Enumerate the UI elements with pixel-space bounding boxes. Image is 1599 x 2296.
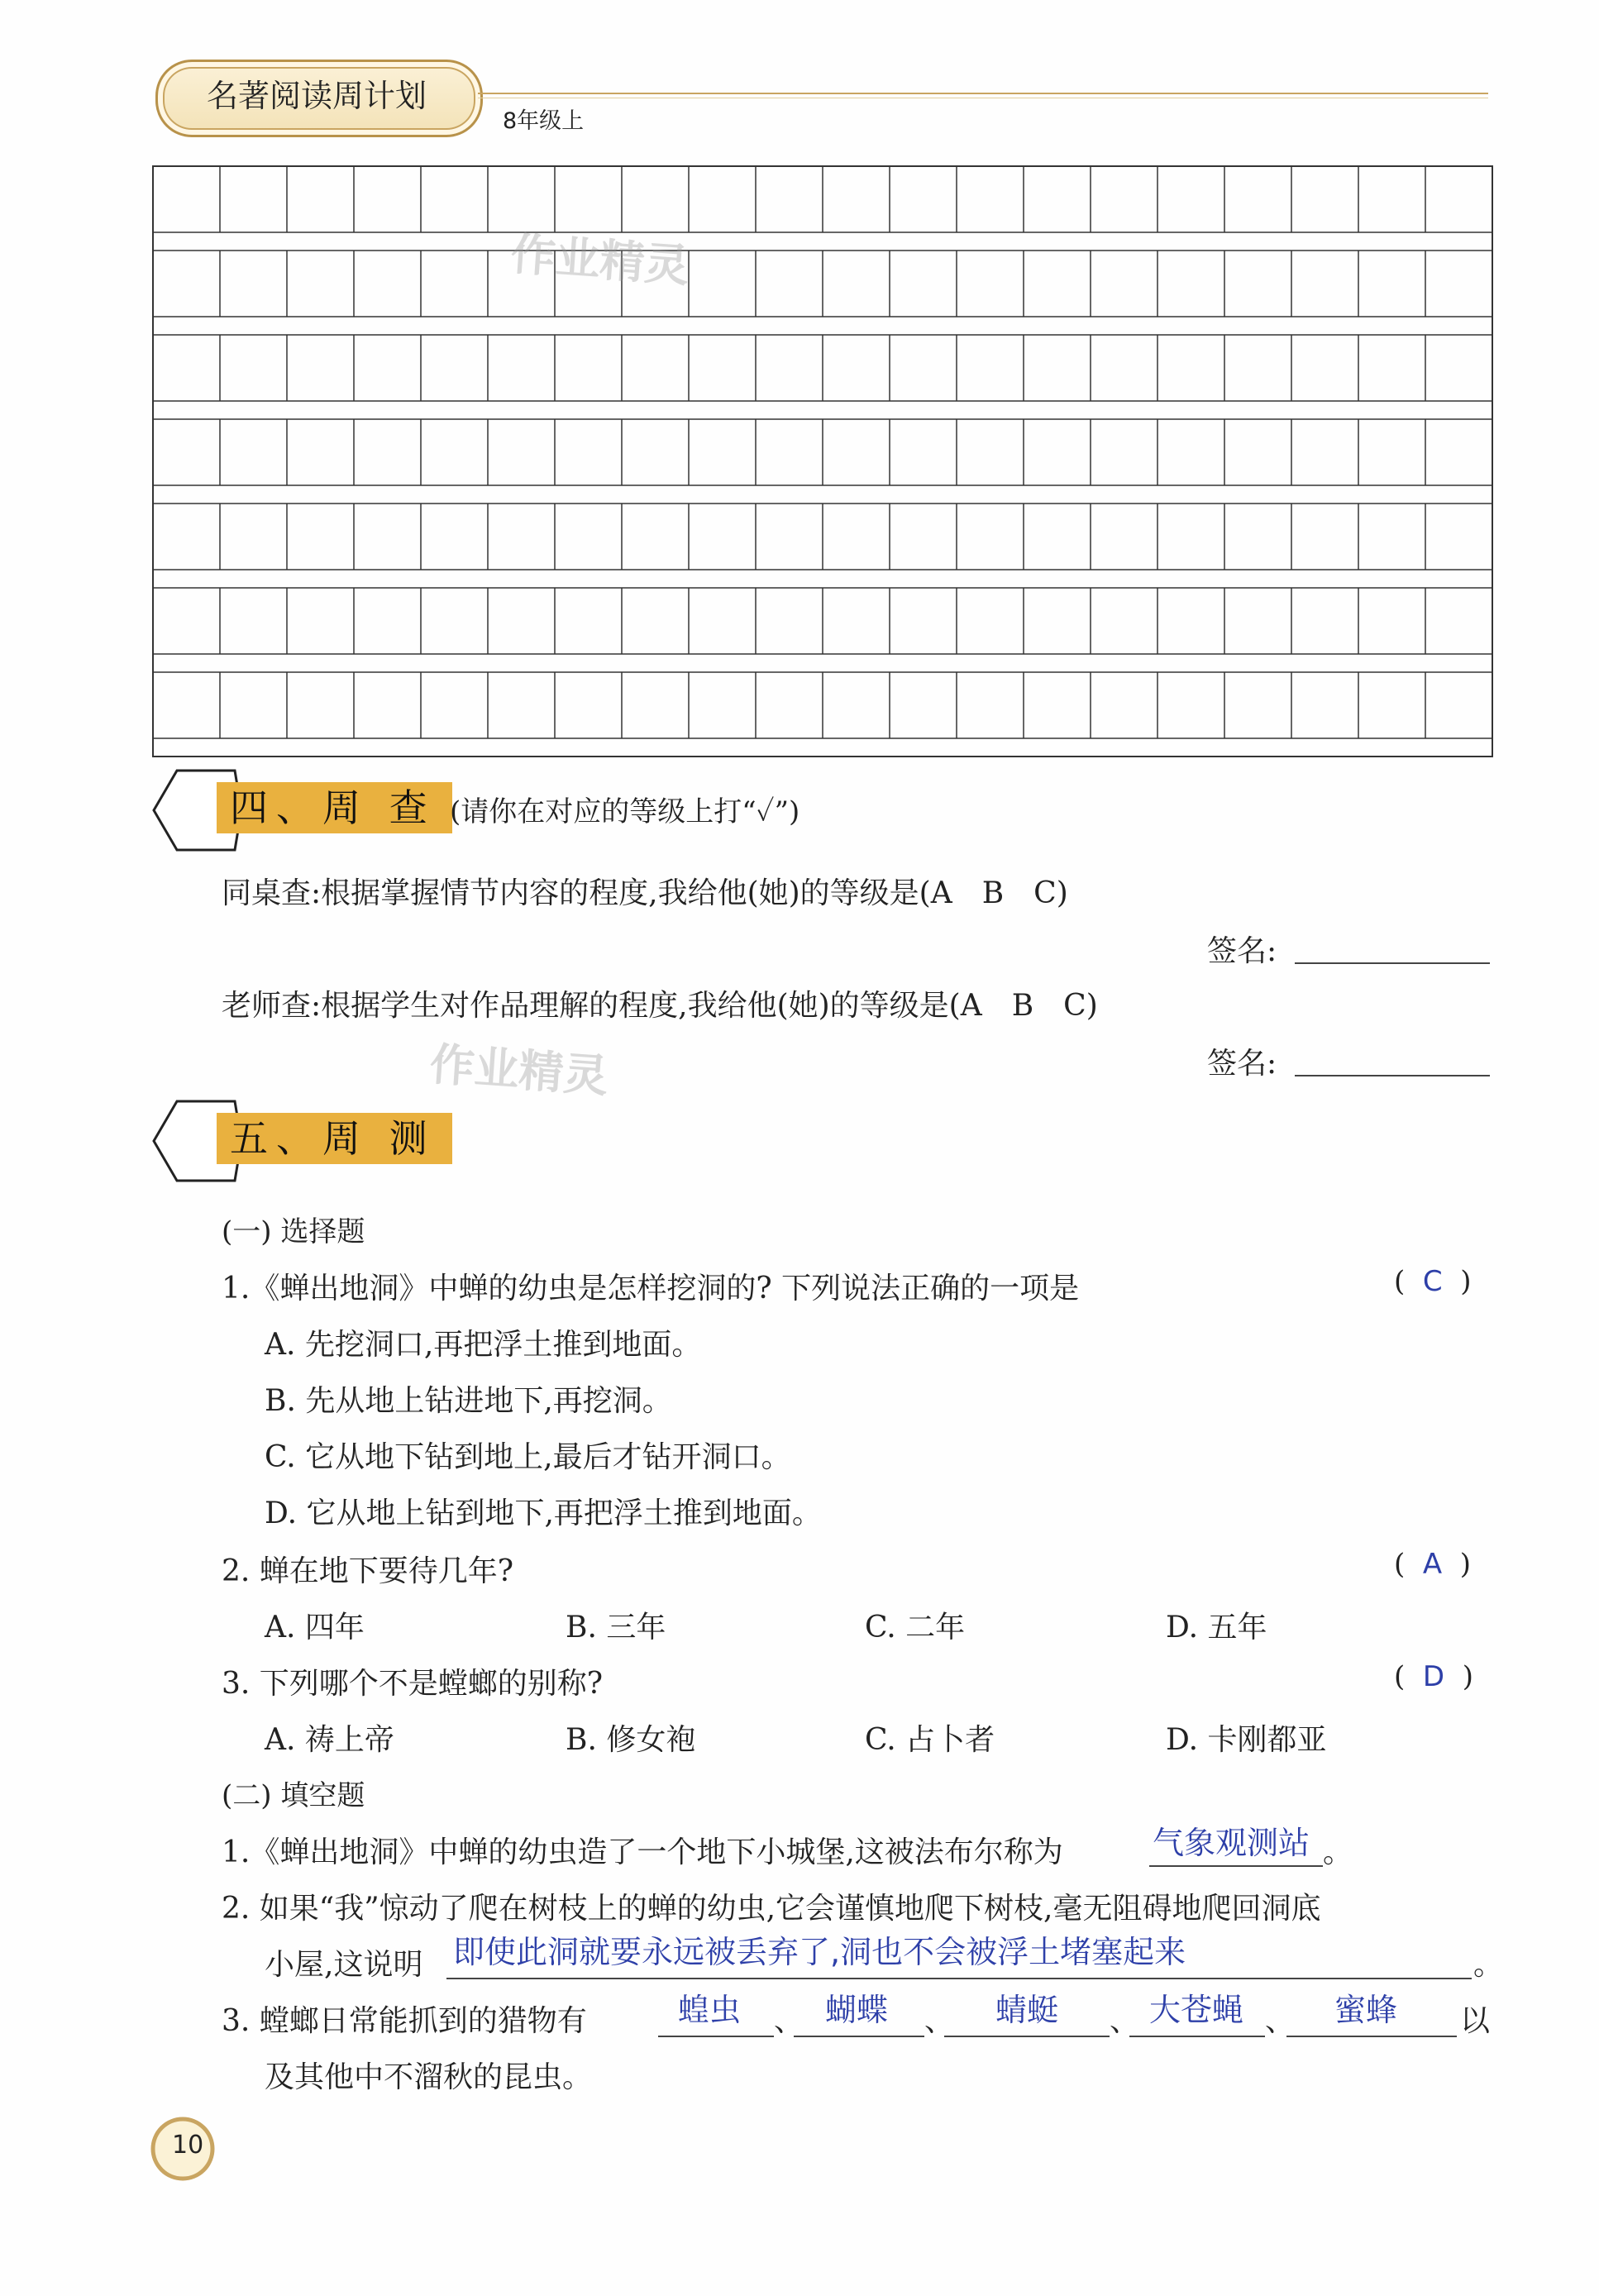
fill-3: 3. 螳螂日常能抓到的猎物有 (222, 2004, 587, 2038)
page-number: 10 (172, 2131, 204, 2160)
answer-2: A (1422, 1548, 1443, 1581)
question-2: 2. 蝉在地下要待几年? (222, 1554, 514, 1588)
section-note: (请你在对应的等级上打“✓”) (450, 795, 800, 828)
separator: 、 (1110, 2004, 1140, 2038)
fill-2-answer[interactable]: 即使此洞就要永远被丢弃了,洞也不会被浮土堵塞起来 (453, 1934, 1186, 1970)
signature-label: 签名: (1207, 934, 1277, 968)
desk-mate-check: 同桌查:根据掌握情节内容的程度,我给他(她)的等级是(A B C) (222, 876, 1068, 910)
watermark: 作业精灵 (508, 227, 691, 293)
answer-3: D (1422, 1660, 1445, 1693)
separator: 、 (924, 2004, 955, 2038)
q2-option-b: B. 三年 (566, 1611, 666, 1644)
question-3: 3. 下列哪个不是螳螂的别称? (222, 1667, 604, 1701)
fill-1: 1.《蝉出地洞》中蝉的幼虫造了一个地下小城堡,这被法布尔称为 (222, 1835, 1063, 1869)
section-title: 五、周 测 (217, 1113, 452, 1164)
fill-3-blank-1[interactable] (658, 2036, 774, 2037)
fill-3-answer-1[interactable]: 蝗虫 (678, 1992, 742, 2028)
q2-option-c: C. 二年 (865, 1611, 966, 1644)
fill-3-tail: 以 (1460, 2004, 1491, 2038)
teacher-check: 老师查:根据学生对作品理解的程度,我给他(她)的等级是(A B C) (222, 989, 1098, 1023)
fill-3-answer-2[interactable]: 蝴蝶 (825, 1992, 889, 2028)
fill-3-blank-2[interactable] (794, 2036, 924, 2037)
part-title-fill: (二) 填空题 (222, 1779, 365, 1812)
grade-label: 8年级上 (503, 108, 585, 134)
fill-3-answer-4[interactable]: 大苍蝇 (1149, 1992, 1244, 2028)
watermark: 作业精灵 (427, 1038, 610, 1103)
fill-3-answer-5[interactable]: 蜜蜂 (1334, 1992, 1398, 2028)
q3-option-d: D. 卡刚都亚 (1166, 1723, 1327, 1757)
fill-3-line2: 及其他中不溜秋的昆虫。 (265, 2060, 593, 2094)
book-title: 名著阅读周计划 (206, 78, 427, 114)
answer-paren-1: ( C ) (1394, 1265, 1472, 1298)
q1-option-b: B. 先从地上钻进地下,再挖洞。 (265, 1384, 672, 1418)
q1-option-c: C. 它从地下钻到地上,最后才钻开洞口。 (265, 1440, 791, 1474)
q3-option-a: A. 祷上帝 (265, 1723, 394, 1757)
fill-1-end: 。 (1323, 1835, 1353, 1869)
writing-grid (152, 165, 1493, 757)
section-header-test (152, 1100, 648, 1161)
answer-paren-3: ( D ) (1394, 1660, 1473, 1693)
signature-field[interactable] (1295, 962, 1490, 964)
part-title-choice: (一) 选择题 (222, 1215, 365, 1248)
fill-3-blank-4[interactable] (1129, 2036, 1265, 2037)
signature-field[interactable] (1295, 1075, 1490, 1076)
question-1: 1.《蝉出地洞》中蝉的幼虫是怎样挖洞的? 下列说法正确的一项是 (222, 1272, 1080, 1306)
fill-3-answer-3[interactable]: 蜻蜓 (995, 1992, 1059, 2028)
header-rule (478, 93, 1488, 94)
signature-label: 签名: (1207, 1047, 1277, 1081)
separator: 、 (774, 2004, 804, 2038)
section-header-check (152, 769, 962, 830)
section-title: 四、周 查 (217, 782, 452, 833)
answer-1: C (1422, 1265, 1443, 1298)
fill-1-blank[interactable] (1149, 1865, 1323, 1867)
fill-2-line1: 2. 如果“我”惊动了爬在树枝上的蝉的幼虫,它会谨慎地爬下树枝,毫无阻碍地爬回洞底 (222, 1892, 1321, 1926)
fill-1-answer[interactable]: 气象观测站 (1153, 1825, 1310, 1861)
fill-3-blank-3[interactable] (944, 2036, 1110, 2037)
answer-paren-2: ( A ) (1394, 1548, 1472, 1581)
fill-2-line2: 小屋,这说明 (265, 1948, 423, 1982)
fill-2-end: 。 (1473, 1948, 1504, 1982)
fill-2-blank[interactable] (446, 1978, 1472, 1979)
q3-option-c: C. 占卜者 (865, 1723, 995, 1757)
q2-option-a: A. 四年 (265, 1611, 365, 1644)
q1-option-d: D. 它从地上钻到地下,再把浮土推到地面。 (265, 1496, 822, 1530)
fill-3-blank-5[interactable] (1286, 2036, 1457, 2037)
separator: 、 (1265, 2004, 1296, 2038)
q2-option-d: D. 五年 (1166, 1611, 1267, 1644)
q3-option-b: B. 修女袍 (566, 1723, 696, 1757)
q1-option-a: A. 先挖洞口,再把浮土推到地面。 (265, 1328, 702, 1362)
